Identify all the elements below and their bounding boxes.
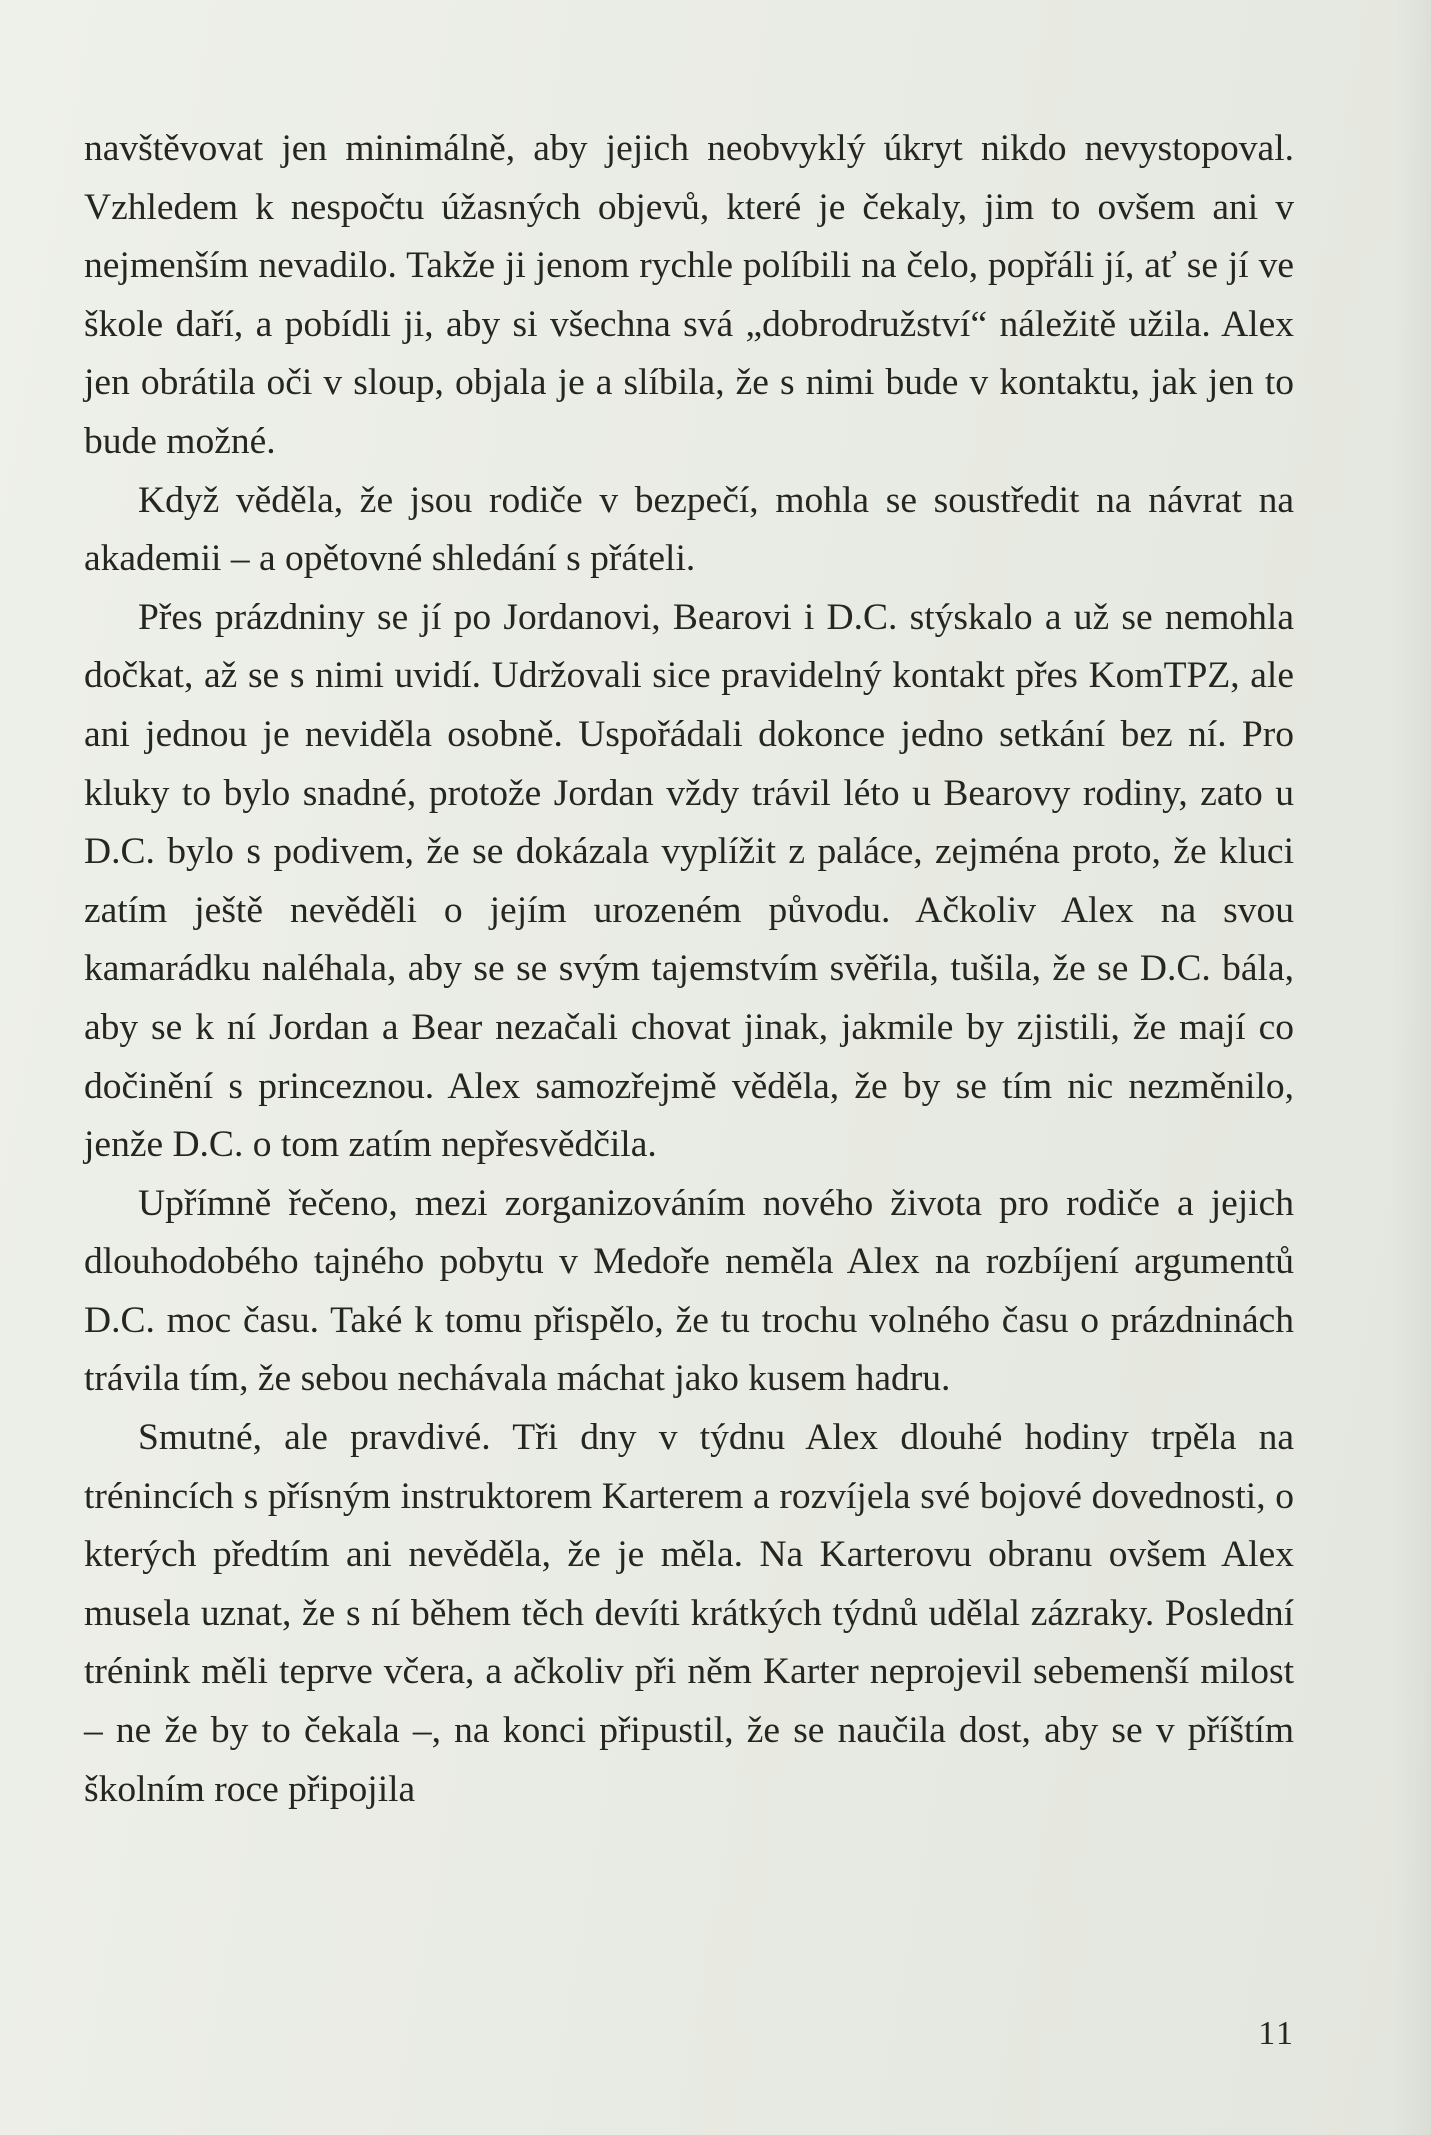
page-edge-shadow bbox=[1391, 0, 1431, 2135]
paragraph-3: Přes prázdniny se jí po Jordanovi, Bearovi i D.C. stýskalo a už se nemohla dočkat, až se s nimi uvidí. Udržovali sice pravidelný kontakt přes KomTPZ, ale ani jednou je neviděla osobně. Uspořádali dokonce jedno setkání bez ní. Pro kluky to bylo snadné, protože Jordan vždy trávil léto u Bearovy rodiny, zato u D.C. bylo s podivem, že se dokázala vyplížit z paláce, zejména proto, že kluci zatím ještě nevěděli o jejím urozeném původu. Ačkoliv Alex na svou kamarádku naléhala, aby se se svým tajemstvím svěřila, tušila, že se D.C. bála, aby se k ní Jordan a Bear nezačali chovat jinak, jakmile by zjistili, že mají co dočinění s princeznou. Alex samozřejmě věděla, že by se tím nic nezměnilo, jenže D.C. o tom zatím nepřesvědčila. bbox=[84, 596, 1294, 1166]
paragraph-4: Upřímně řečeno, mezi zorganizováním nového života pro rodiče a jejich dlouhodobého tajného pobytu v Medoře neměla Alex na rozbíjení argumentů D.C. moc času. Také k tomu přispělo, že tu trochu volného času o prázdninách trávila tím, že sebou nechávala máchat jako kusem hadru. bbox=[84, 1182, 1294, 1400]
paragraph-2: Když věděla, že jsou rodiče v bezpečí, mohla se soustředit na návrat na akademii – a opětovné shledání s přáteli. bbox=[84, 479, 1294, 580]
paragraph-1: navštěvovat jen minimálně, aby jejich neobvyklý úkryt nikdo nevystopoval. Vzhledem k nespočtu úžasných objevů, které je čekaly, jim to ovšem ani v nejmenším nevadilo. Takže ji jenom rychle políbili na čelo, popřáli jí, ať se jí ve škole daří, a pobídli ji, aby si všechna svá „dobrodružství“ náležitě užila. Alex jen obrátila oči v sloup, objala je a slíbila, že s nimi bude v kontaktu, jak jen to bude možné. bbox=[84, 128, 1294, 462]
paragraph-5: Smutné, ale pravdivé. Tři dny v týdnu Alex dlouhé hodiny trpěla na trénincích s přísným instruktorem Karterem a rozvíjela své bojové dovednosti, o kterých předtím ani nevěděla, že je měla. Na Karterovu obranu ovšem Alex musela uznat, že s ní během těch devíti krátkých týdnů udělal zázraky. Poslední trénink měli teprve včera, a ačkoliv při něm Karter neprojevil sebemenší milost – ne že by to čekala –, na konci připustil, že se naučila dost, aby se v příštím školním roce připojila bbox=[84, 1417, 1294, 1810]
book-page-text bbox=[84, 120, 1294, 1819]
page-number: 11 bbox=[1258, 2015, 1295, 2052]
